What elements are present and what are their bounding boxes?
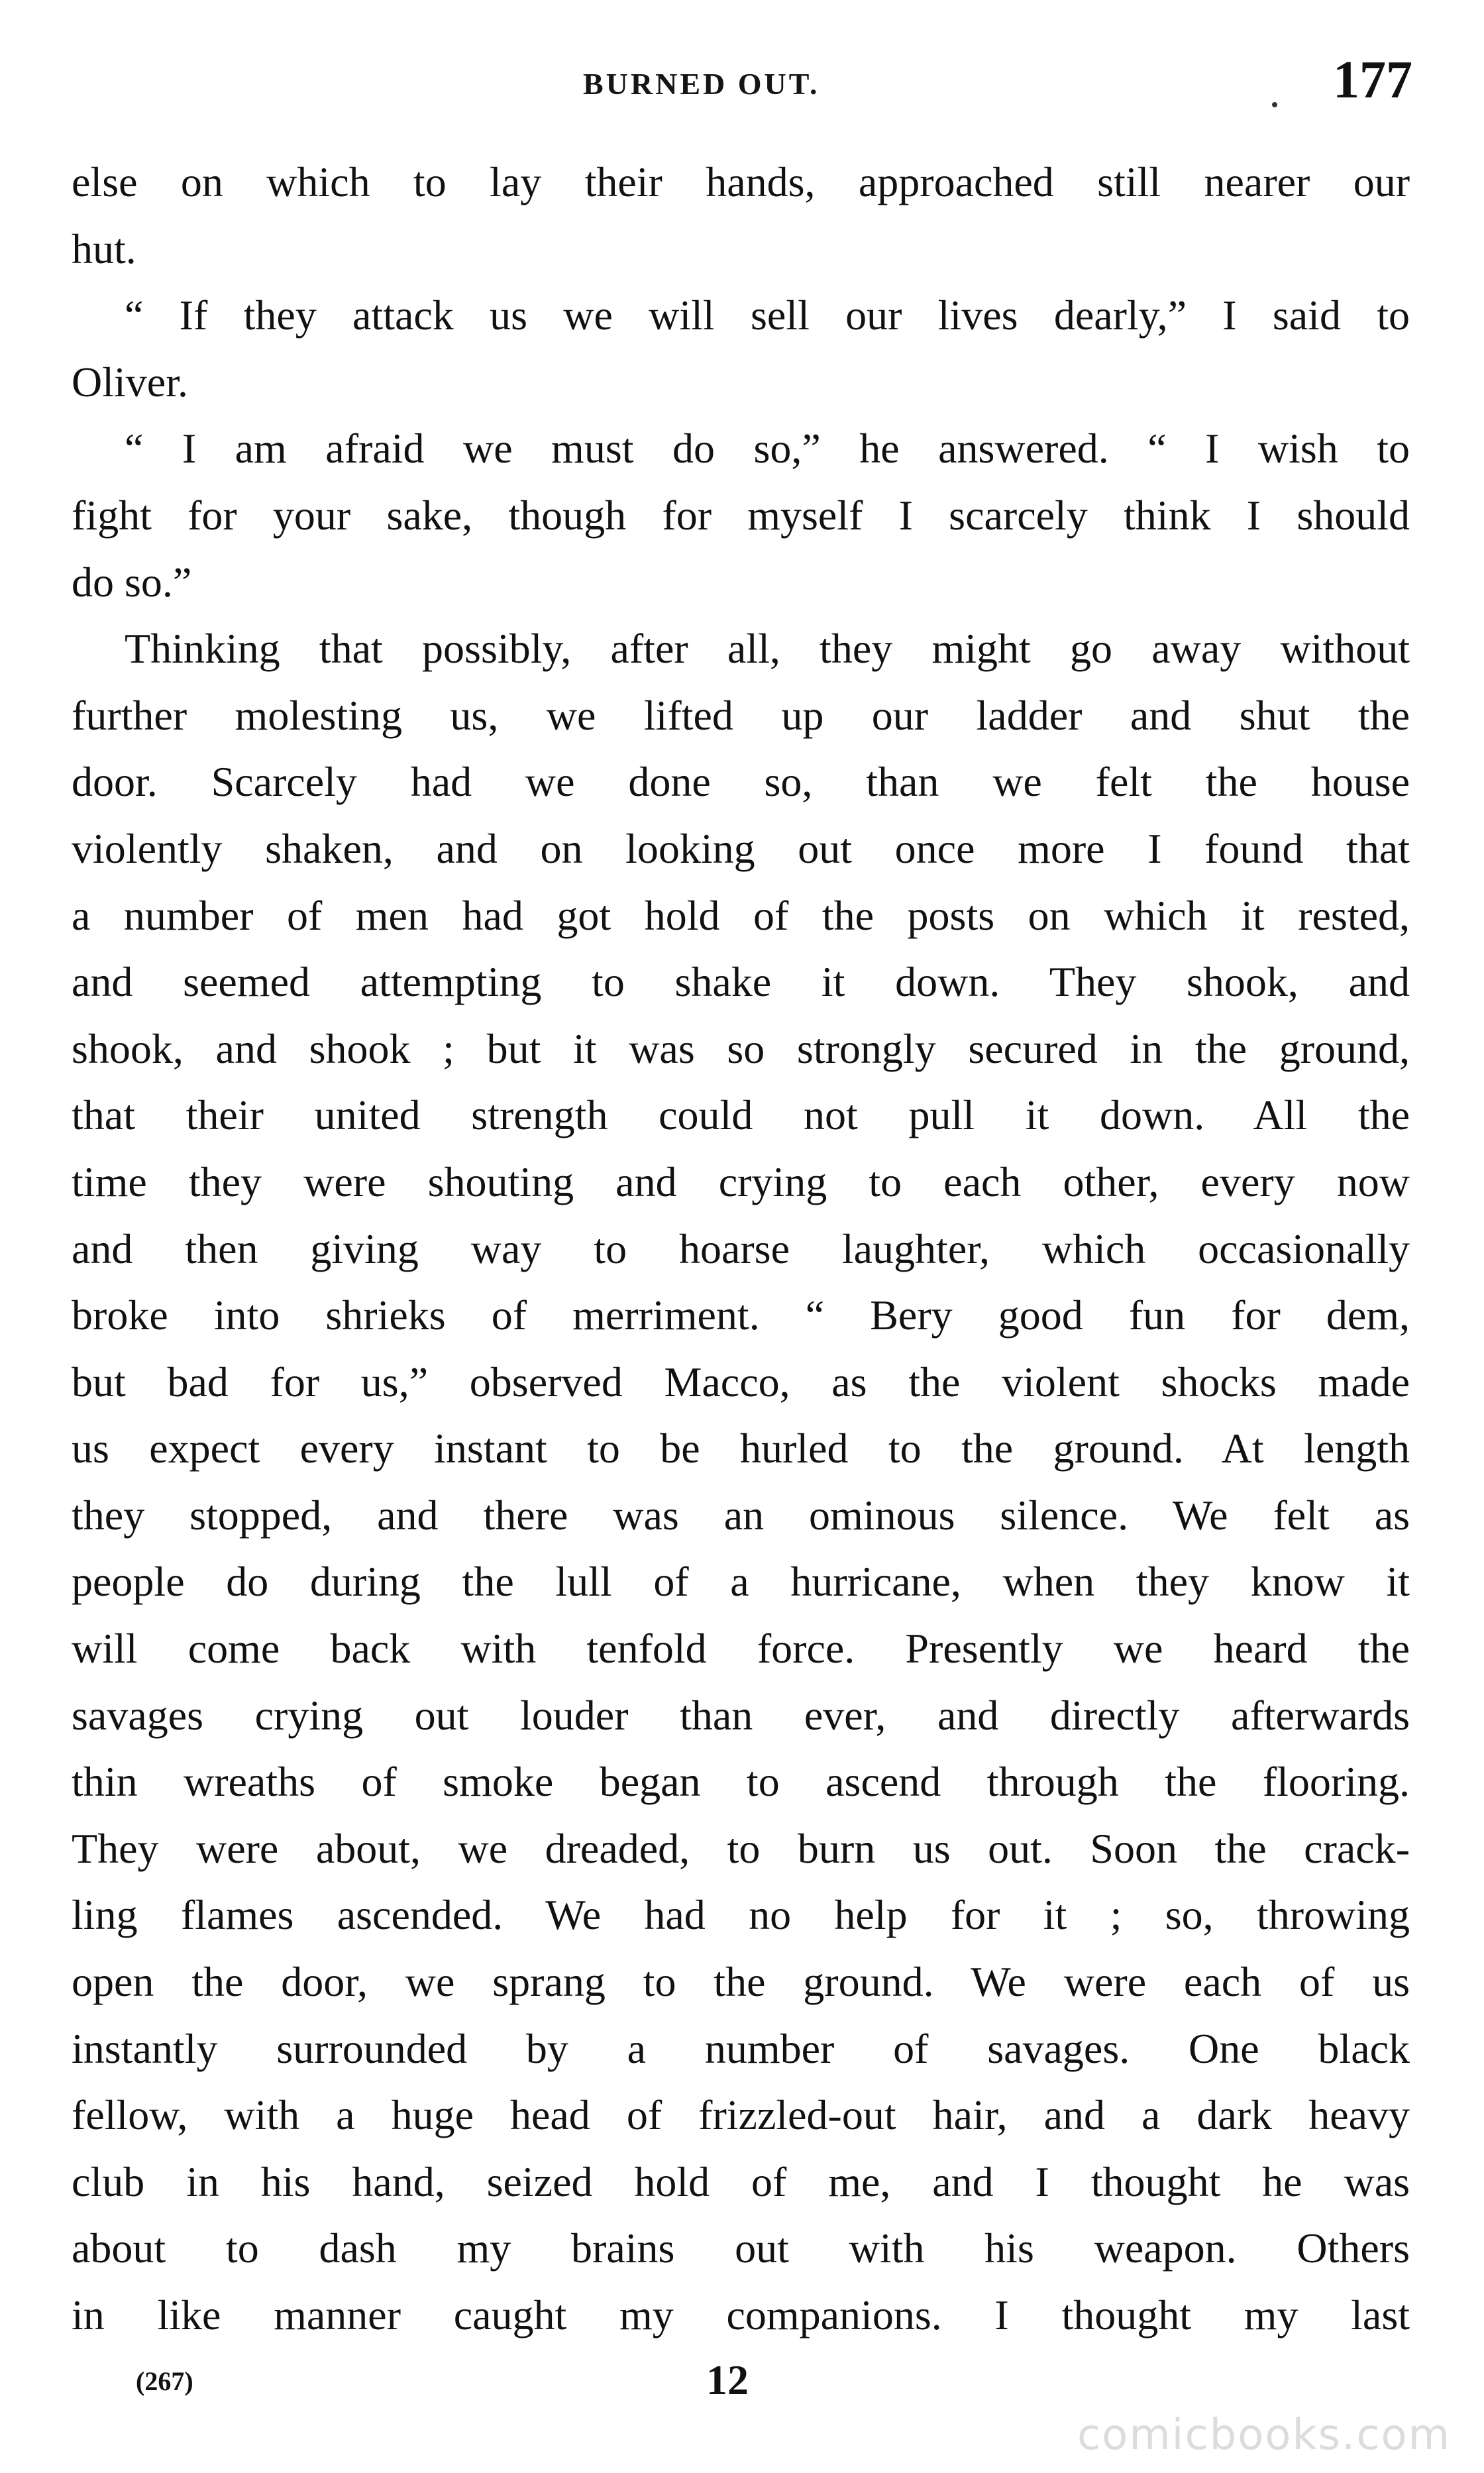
text-line: time they were shouting and crying to each other, every now [72, 1158, 1410, 1205]
text-line: broke into shrieks of merriment. “ Bery good fun for dem, [72, 1291, 1410, 1339]
text-line: violently shaken, and on looking out once more I found that [72, 824, 1410, 872]
text-line: further molesting us, we lifted up our ladder and shut the [72, 691, 1410, 739]
text-line: a number of men had got hold of the posts on which it rested, [72, 891, 1410, 939]
signature-mark: 12 [706, 2356, 749, 2403]
text-line: open the door, we sprang to the ground. We were each of us [72, 1958, 1410, 2006]
text-line: that their united strength could not pull it down. All the [72, 1091, 1410, 1139]
text-line: They were about, we dreaded, to burn us out. Soon the crack- [72, 1824, 1410, 1872]
text-line: hut. [72, 225, 136, 272]
text-line: but bad for us,” observed Macco, as the violent shocks made [72, 1358, 1410, 1405]
running-head: BURNED OUT. [583, 67, 820, 101]
text-line: in like manner caught my companions. I thought my last [72, 2291, 1410, 2338]
text-line: Oliver. [72, 358, 188, 406]
text-line: “ I am afraid we must do so,” he answered. “ I wish to [125, 425, 1410, 472]
text-line: thin wreaths of smoke began to ascend through the flooring. [72, 1758, 1410, 1806]
text-line: savages crying out louder than ever, and directly afterwards [72, 1691, 1410, 1739]
text-line: fight for your sake, though for myself I scarcely think I should [72, 491, 1410, 539]
text-line: and then giving way to hoarse laughter, which occasionally [72, 1225, 1410, 1272]
text-line: club in his hand, seized hold of me, and I thought he was [72, 2158, 1410, 2205]
watermark: comicbooks.com [1077, 2411, 1451, 2460]
text-line: fellow, with a huge head of frizzled-out hair, and a dark heavy [72, 2091, 1410, 2139]
text-line: us expect every instant to be hurled to the ground. At length [72, 1425, 1410, 1472]
text-line: about to dash my brains out with his weapon. Others [72, 2225, 1410, 2272]
text-line: ling flames ascended. We had no help for it ; so, throwing [72, 1891, 1410, 1939]
text-line: else on which to lay their hands, approached still nearer our [72, 158, 1410, 205]
text-line: “ If they attack us we will sell our lives dearly,” I said to [125, 292, 1410, 339]
body-text [72, 149, 1410, 2349]
print-code: (267) [136, 2366, 193, 2396]
text-line: instantly surrounded by a number of savages. One black [72, 2024, 1410, 2072]
text-line: will come back with tenfold force. Presently we heard the [72, 1625, 1410, 1673]
text-line: Thinking that possibly, after all, they might go away without [125, 625, 1410, 673]
text-line: do so.” [72, 558, 192, 606]
text-line: shook, and shook ; but it was so strongly secured in the ground, [72, 1024, 1410, 1072]
page-footer [0, 2356, 1484, 2415]
text-line: and seemed attempting to shake it down. They shook, and [72, 958, 1410, 1006]
text-line: they stopped, and there was an ominous silence. We felt as [72, 1491, 1410, 1539]
ink-speck [1272, 102, 1277, 107]
page-header [0, 51, 1484, 119]
text-line: people do during the lull of a hurricane, when they know it [72, 1558, 1410, 1606]
text-line: door. Scarcely had we done so, than we felt the house [72, 758, 1410, 806]
page-number: 177 [1333, 51, 1412, 109]
